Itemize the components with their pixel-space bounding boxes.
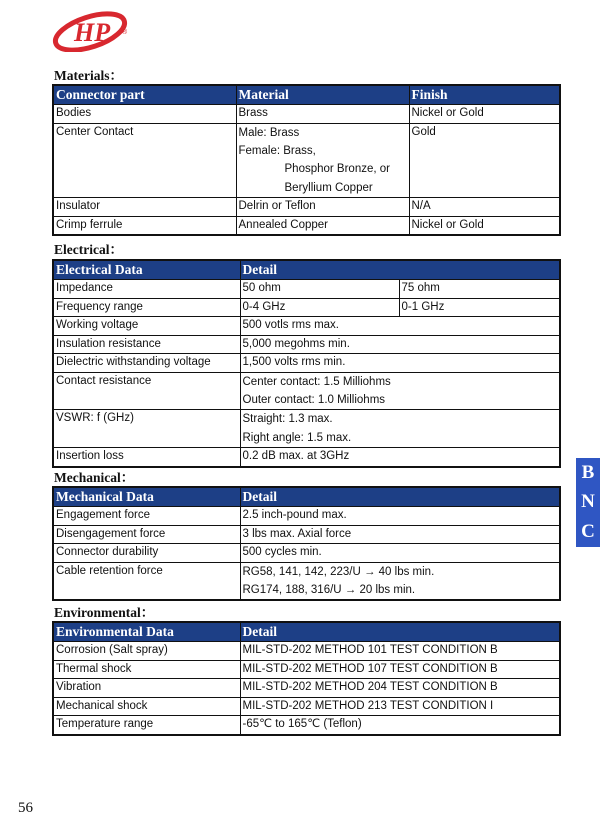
finish-cell: N/A <box>409 198 560 217</box>
detail-cell: 2.5 inch-pound max. <box>240 507 560 526</box>
property-cell: Mechanical shock <box>53 697 240 716</box>
logo-lettering: HP <box>74 18 111 47</box>
table-row <box>53 679 560 698</box>
registered-mark: ® <box>122 29 128 36</box>
table-row <box>53 372 560 410</box>
detail-cell: 75 ohm <box>399 280 560 299</box>
column-header: Detail <box>240 487 560 507</box>
table-row <box>53 544 560 563</box>
table-header-row <box>53 622 560 642</box>
detail-cell: 500 cycles min. <box>240 544 560 563</box>
detail-cell: 500 votls rms max. <box>240 317 560 336</box>
detail-line: Straight: 1.3 max. <box>242 413 333 426</box>
material-line: Female: Brass, <box>238 144 316 157</box>
column-header: Detail <box>240 622 560 642</box>
material-cell: Delrin or Teflon <box>236 198 409 217</box>
detail-cell <box>240 410 560 448</box>
finish-cell: Nickel or Gold <box>409 216 560 235</box>
property-cell: Temperature range <box>53 716 240 735</box>
detail-line: Right angle: 1.5 max. <box>242 431 352 444</box>
company-logo <box>52 8 132 52</box>
property-cell: Thermal shock <box>53 660 240 679</box>
electrical-heading: Electrical： <box>54 242 123 257</box>
part-cell: Center Contact <box>53 123 236 198</box>
table-row <box>53 448 560 467</box>
electrical-table <box>52 259 561 468</box>
property-cell: Impedance <box>53 280 240 299</box>
material-cell: Annealed Copper <box>236 216 409 235</box>
detail-cell: 0-1 GHz <box>399 298 560 317</box>
part-cell: Insulator <box>53 198 236 217</box>
detail-cell: 3 lbs max. Axial force <box>240 525 560 544</box>
table-row <box>53 507 560 526</box>
detail-cell: MIL-STD-202 METHOD 213 TEST CONDITION I <box>240 697 560 716</box>
table-row <box>53 123 560 198</box>
property-cell: Connector durability <box>53 544 240 563</box>
table-header-row <box>53 85 560 105</box>
table-row <box>53 335 560 354</box>
page-number: 56 <box>18 800 33 816</box>
part-cell: Crimp ferrule <box>53 216 236 235</box>
part-cell: Bodies <box>53 105 236 124</box>
environmental-table <box>52 621 561 736</box>
table-row <box>53 525 560 544</box>
table-row <box>53 354 560 373</box>
detail-cell: 50 ohm <box>240 280 399 299</box>
property-cell: Dielectric withstanding voltage <box>53 354 240 373</box>
column-header: Mechanical Data <box>53 487 240 507</box>
property-cell: Cable retention force <box>53 562 240 600</box>
detail-cell: MIL-STD-202 METHOD 107 TEST CONDITION B <box>240 660 560 679</box>
property-cell: Contact resistance <box>53 372 240 410</box>
side-tab-letter: N <box>581 491 595 513</box>
detail-cell: 0-4 GHz <box>240 298 399 317</box>
table-row <box>53 298 560 317</box>
material-line: Male: Brass <box>238 126 300 139</box>
table-row <box>53 216 560 235</box>
environmental-heading: Environmental： <box>54 605 155 620</box>
column-header: Electrical Data <box>53 260 240 280</box>
property-cell: Insertion loss <box>53 448 240 467</box>
detail-cell <box>240 372 560 410</box>
detail-cell: 5,000 megohms min. <box>240 335 560 354</box>
detail-line: Center contact: 1.5 Milliohms <box>242 375 391 388</box>
table-row <box>53 317 560 336</box>
column-header: Detail <box>240 260 560 280</box>
property-cell: Disengagement force <box>53 525 240 544</box>
material-cell <box>236 123 409 198</box>
mechanical-heading: Mechanical： <box>54 470 135 485</box>
column-header: Finish <box>409 85 560 105</box>
table-row <box>53 697 560 716</box>
table-row <box>53 562 560 600</box>
detail-cell: 0.2 dB max. at 3GHz <box>240 448 560 467</box>
detail-cell: 1,500 volts rms min. <box>240 354 560 373</box>
detail-line: RG174, 188, 316/U → 20 lbs min. <box>242 583 416 596</box>
mechanical-table <box>52 486 561 601</box>
side-tab-letter: B <box>581 461 595 483</box>
material-line: Beryllium Copper <box>284 181 373 194</box>
property-cell: VSWR: f (GHz) <box>53 410 240 448</box>
detail-cell: -65℃ to 165℃ (Teflon) <box>240 716 560 735</box>
property-cell: Insulation resistance <box>53 335 240 354</box>
material-cell: Brass <box>236 105 409 124</box>
detail-line: Outer contact: 1.0 Milliohms <box>242 393 386 406</box>
property-cell: Working voltage <box>53 317 240 336</box>
column-header: Environmental Data <box>53 622 240 642</box>
property-cell: Frequency range <box>53 298 240 317</box>
column-header: Connector part <box>53 85 236 105</box>
table-row <box>53 198 560 217</box>
table-header-row <box>53 487 560 507</box>
side-tab-letter: C <box>581 521 595 543</box>
property-cell: Vibration <box>53 679 240 698</box>
table-header-row <box>53 260 560 280</box>
property-cell: Corrosion (Salt spray) <box>53 642 240 661</box>
table-row <box>53 410 560 448</box>
property-cell: Engagement force <box>53 507 240 526</box>
detail-cell: MIL-STD-202 METHOD 204 TEST CONDITION B <box>240 679 560 698</box>
detail-cell: MIL-STD-202 METHOD 101 TEST CONDITION B <box>240 642 560 661</box>
finish-cell: Nickel or Gold <box>409 105 560 124</box>
column-header: Material <box>236 85 409 105</box>
material-line: Phosphor Bronze, or <box>284 163 390 176</box>
finish-cell: Gold <box>409 123 560 198</box>
table-row <box>53 642 560 661</box>
table-row <box>53 716 560 735</box>
detail-cell <box>240 562 560 600</box>
table-row <box>53 105 560 124</box>
materials-heading: Materials： <box>54 68 123 83</box>
detail-line: RG58, 141, 142, 223/U → 40 lbs min. <box>242 565 435 578</box>
section-side-tab <box>576 458 600 547</box>
materials-table <box>52 84 561 236</box>
table-row <box>53 660 560 679</box>
table-row <box>53 280 560 299</box>
